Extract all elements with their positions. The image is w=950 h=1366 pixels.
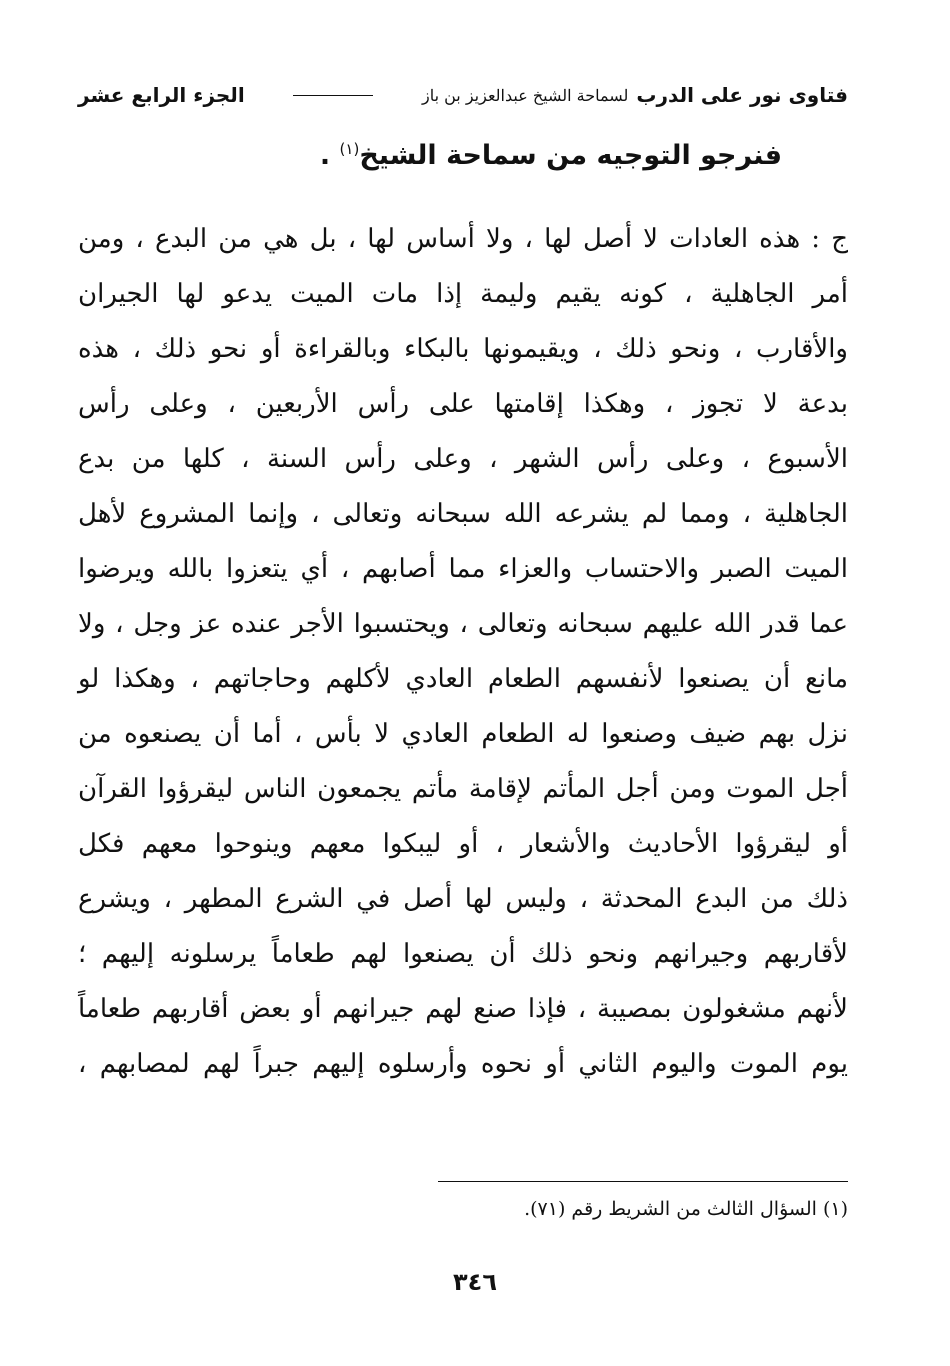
body-line: أجل الموت ومن أجل المأتم لإقامة مأتم يجمعون الناس ليقرؤوا القرآن — [78, 774, 848, 804]
question-closing-line — [320, 140, 782, 171]
body-line: يوم الموت واليوم الثاني أو نحوه وأرسلوه إليهم جبراً لهم لمصابهم ، — [78, 1049, 848, 1079]
body-line: أو ليقرؤوا الأحاديث والأشعار ، أو ليبكوا معهم وينوحوا معهم فكل — [78, 829, 848, 859]
body-line: ذلك من البدع المحدثة ، وليس لها أصل في الشرع المطهر ، ويشرع — [78, 884, 848, 914]
running-header — [78, 78, 848, 112]
header-title-group — [422, 83, 848, 107]
question-closing-period: . — [319, 140, 331, 171]
body-line: مانع أن يصنعوا لأنفسهم الطعام العادي لأكلهم وحاجاتهم ، وهكذا لو — [78, 664, 848, 694]
book-title: فتاوى نور على الدرب — [636, 83, 848, 107]
body-line: عما قدر الله عليهم سبحانه وتعالى ، ويحتسبوا الأجر عنده عز وجل ، ولا — [78, 609, 848, 639]
body-line: لأقاربهم وجيرانهم ونحو ذلك أن يصنعوا لهم طعاماً يرسلونه إليهم ؛ — [78, 939, 848, 969]
body-line: الأسبوع ، وعلى رأس الشهر ، وعلى رأس السنة ، كلها من بدع — [78, 444, 848, 474]
answer-body — [78, 212, 848, 1092]
body-line: نزل بهم ضيف وصنعوا له الطعام العادي لا بأس ، أما أن يصنعوه من — [78, 719, 848, 749]
body-line: الميت الصبر والاحتساب والعزاء مما أصابهم ، أي يتعزوا بالله ويرضوا — [78, 554, 848, 584]
body-line: بدعة لا تجوز ، وهكذا إقامتها على رأس الأربعين ، وعلى رأس — [78, 389, 848, 419]
part-label: الجزء الرابع عشر — [78, 83, 245, 107]
footnote-reference: (١) — [339, 140, 360, 158]
header-divider — [293, 95, 373, 96]
body-line: لأنهم مشغولون بمصيبة ، فإذا صنع لهم جيرانهم أو بعض أقاربهم طعاماً — [78, 994, 848, 1024]
body-line: أمر الجاهلية ، كونه يقيم وليمة إذا مات الميت يدعو لها الجيران — [78, 279, 848, 309]
question-closing-text: فنرجو التوجيه من سماحة الشيخ — [359, 140, 782, 171]
footnote-separator — [438, 1181, 848, 1182]
footnote: (١) السؤال الثالث من الشريط رقم (٧١). — [524, 1198, 848, 1220]
body-line: ج : هذه العادات لا أصل لها ، ولا أساس لها ، بل هي من البدع ، ومن — [78, 224, 848, 254]
body-line: والأقارب ، ونحو ذلك ، ويقيمونها بالبكاء وبالقراءة أو نحو ذلك ، هذه — [78, 334, 848, 364]
header-subtitle: لسماحة الشيخ عبدالعزيز بن باز — [421, 85, 629, 105]
page-number: ٣٤٦ — [453, 1268, 497, 1296]
body-line: الجاهلية ، ومما لم يشرعه الله سبحانه وتعالى ، وإنما المشروع لأهل — [78, 499, 848, 529]
